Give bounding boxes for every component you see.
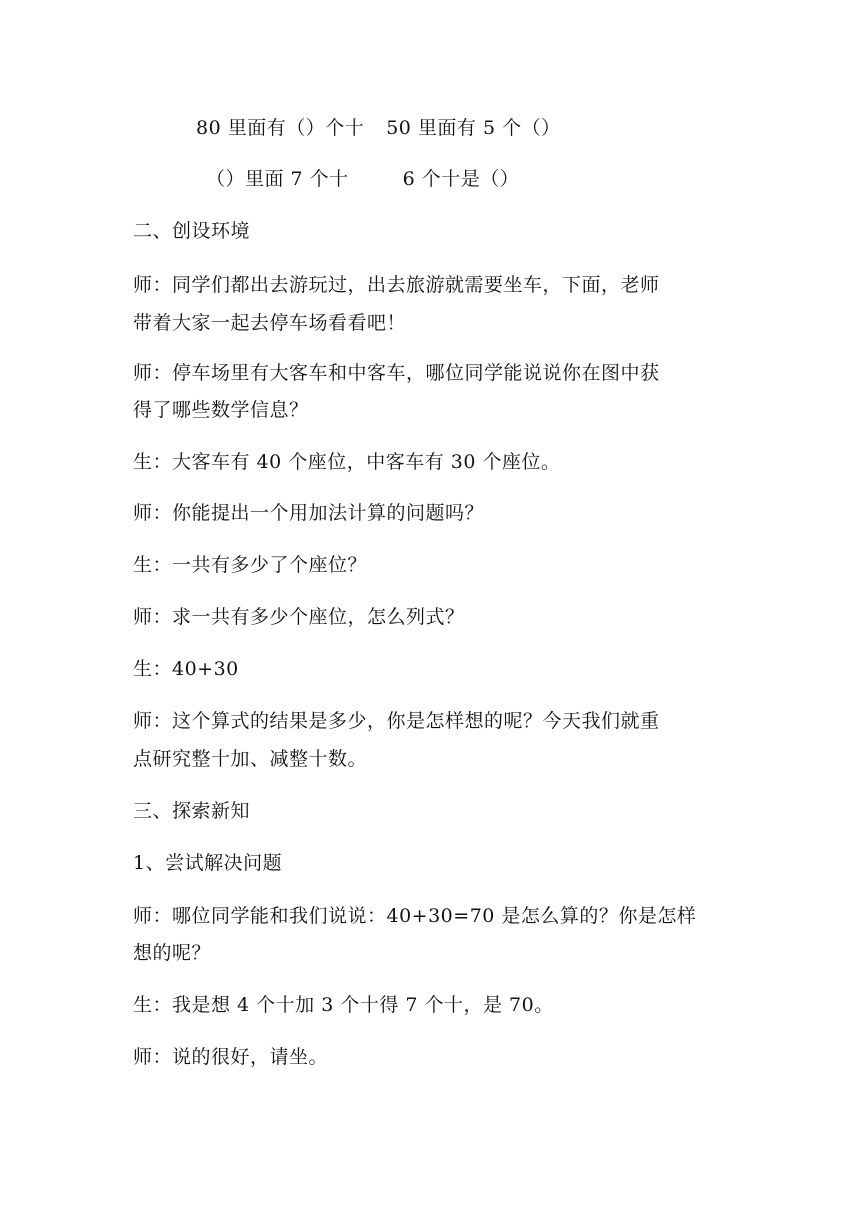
section-heading: 二、创设环境	[133, 220, 251, 242]
exercise-item: 50 里面有 5 个（）	[386, 117, 561, 139]
exercise-row-1	[196, 116, 561, 140]
dialogue-line: 想的呢？	[133, 942, 212, 964]
dialogue-line: 生：大客车有 40 个座位，中客车有 30 个座位。	[133, 451, 561, 473]
exercise-item: 6 个十是（）	[402, 168, 520, 190]
dialogue-line: 师：这个算式的结果是多少，你是怎样想的呢？今天我们就重	[133, 710, 660, 732]
dialogue-line: 师：哪位同学能和我们说说：40+30=70 是怎么算的？你是怎样	[133, 905, 697, 927]
dialogue-line: 带着大家一起去停车场看看吧！	[133, 312, 407, 334]
dialogue-line: 点研究整十加、减整十数。	[133, 748, 368, 770]
exercise-row-2	[206, 167, 519, 191]
subsection-heading: 1、尝试解决问题	[133, 852, 283, 874]
dialogue-line: 生：我是想 4 个十加 3 个十得 7 个十，是 70。	[133, 994, 554, 1016]
dialogue-line: 师：同学们都出去游玩过，出去旅游就需要坐车，下面，老师	[133, 274, 660, 296]
dialogue-line: 师：说的很好，请坐。	[133, 1046, 329, 1068]
dialogue-line: 师：求一共有多少个座位，怎么列式？	[133, 606, 465, 628]
section-heading: 三、探索新知	[133, 800, 251, 822]
dialogue-line: 得了哪些数学信息？	[133, 399, 309, 421]
dialogue-line: 生：一共有多少了个座位？	[133, 554, 368, 576]
exercise-item: 80 里面有（）个十	[196, 117, 365, 139]
dialogue-line: 生：40+30	[133, 658, 239, 680]
dialogue-line: 师：你能提出一个用加法计算的问题吗？	[133, 502, 485, 524]
exercise-item: （）里面 7 个十	[206, 168, 349, 190]
dialogue-line: 师：停车场里有大客车和中客车，哪位同学能说说你在图中获	[133, 362, 660, 384]
